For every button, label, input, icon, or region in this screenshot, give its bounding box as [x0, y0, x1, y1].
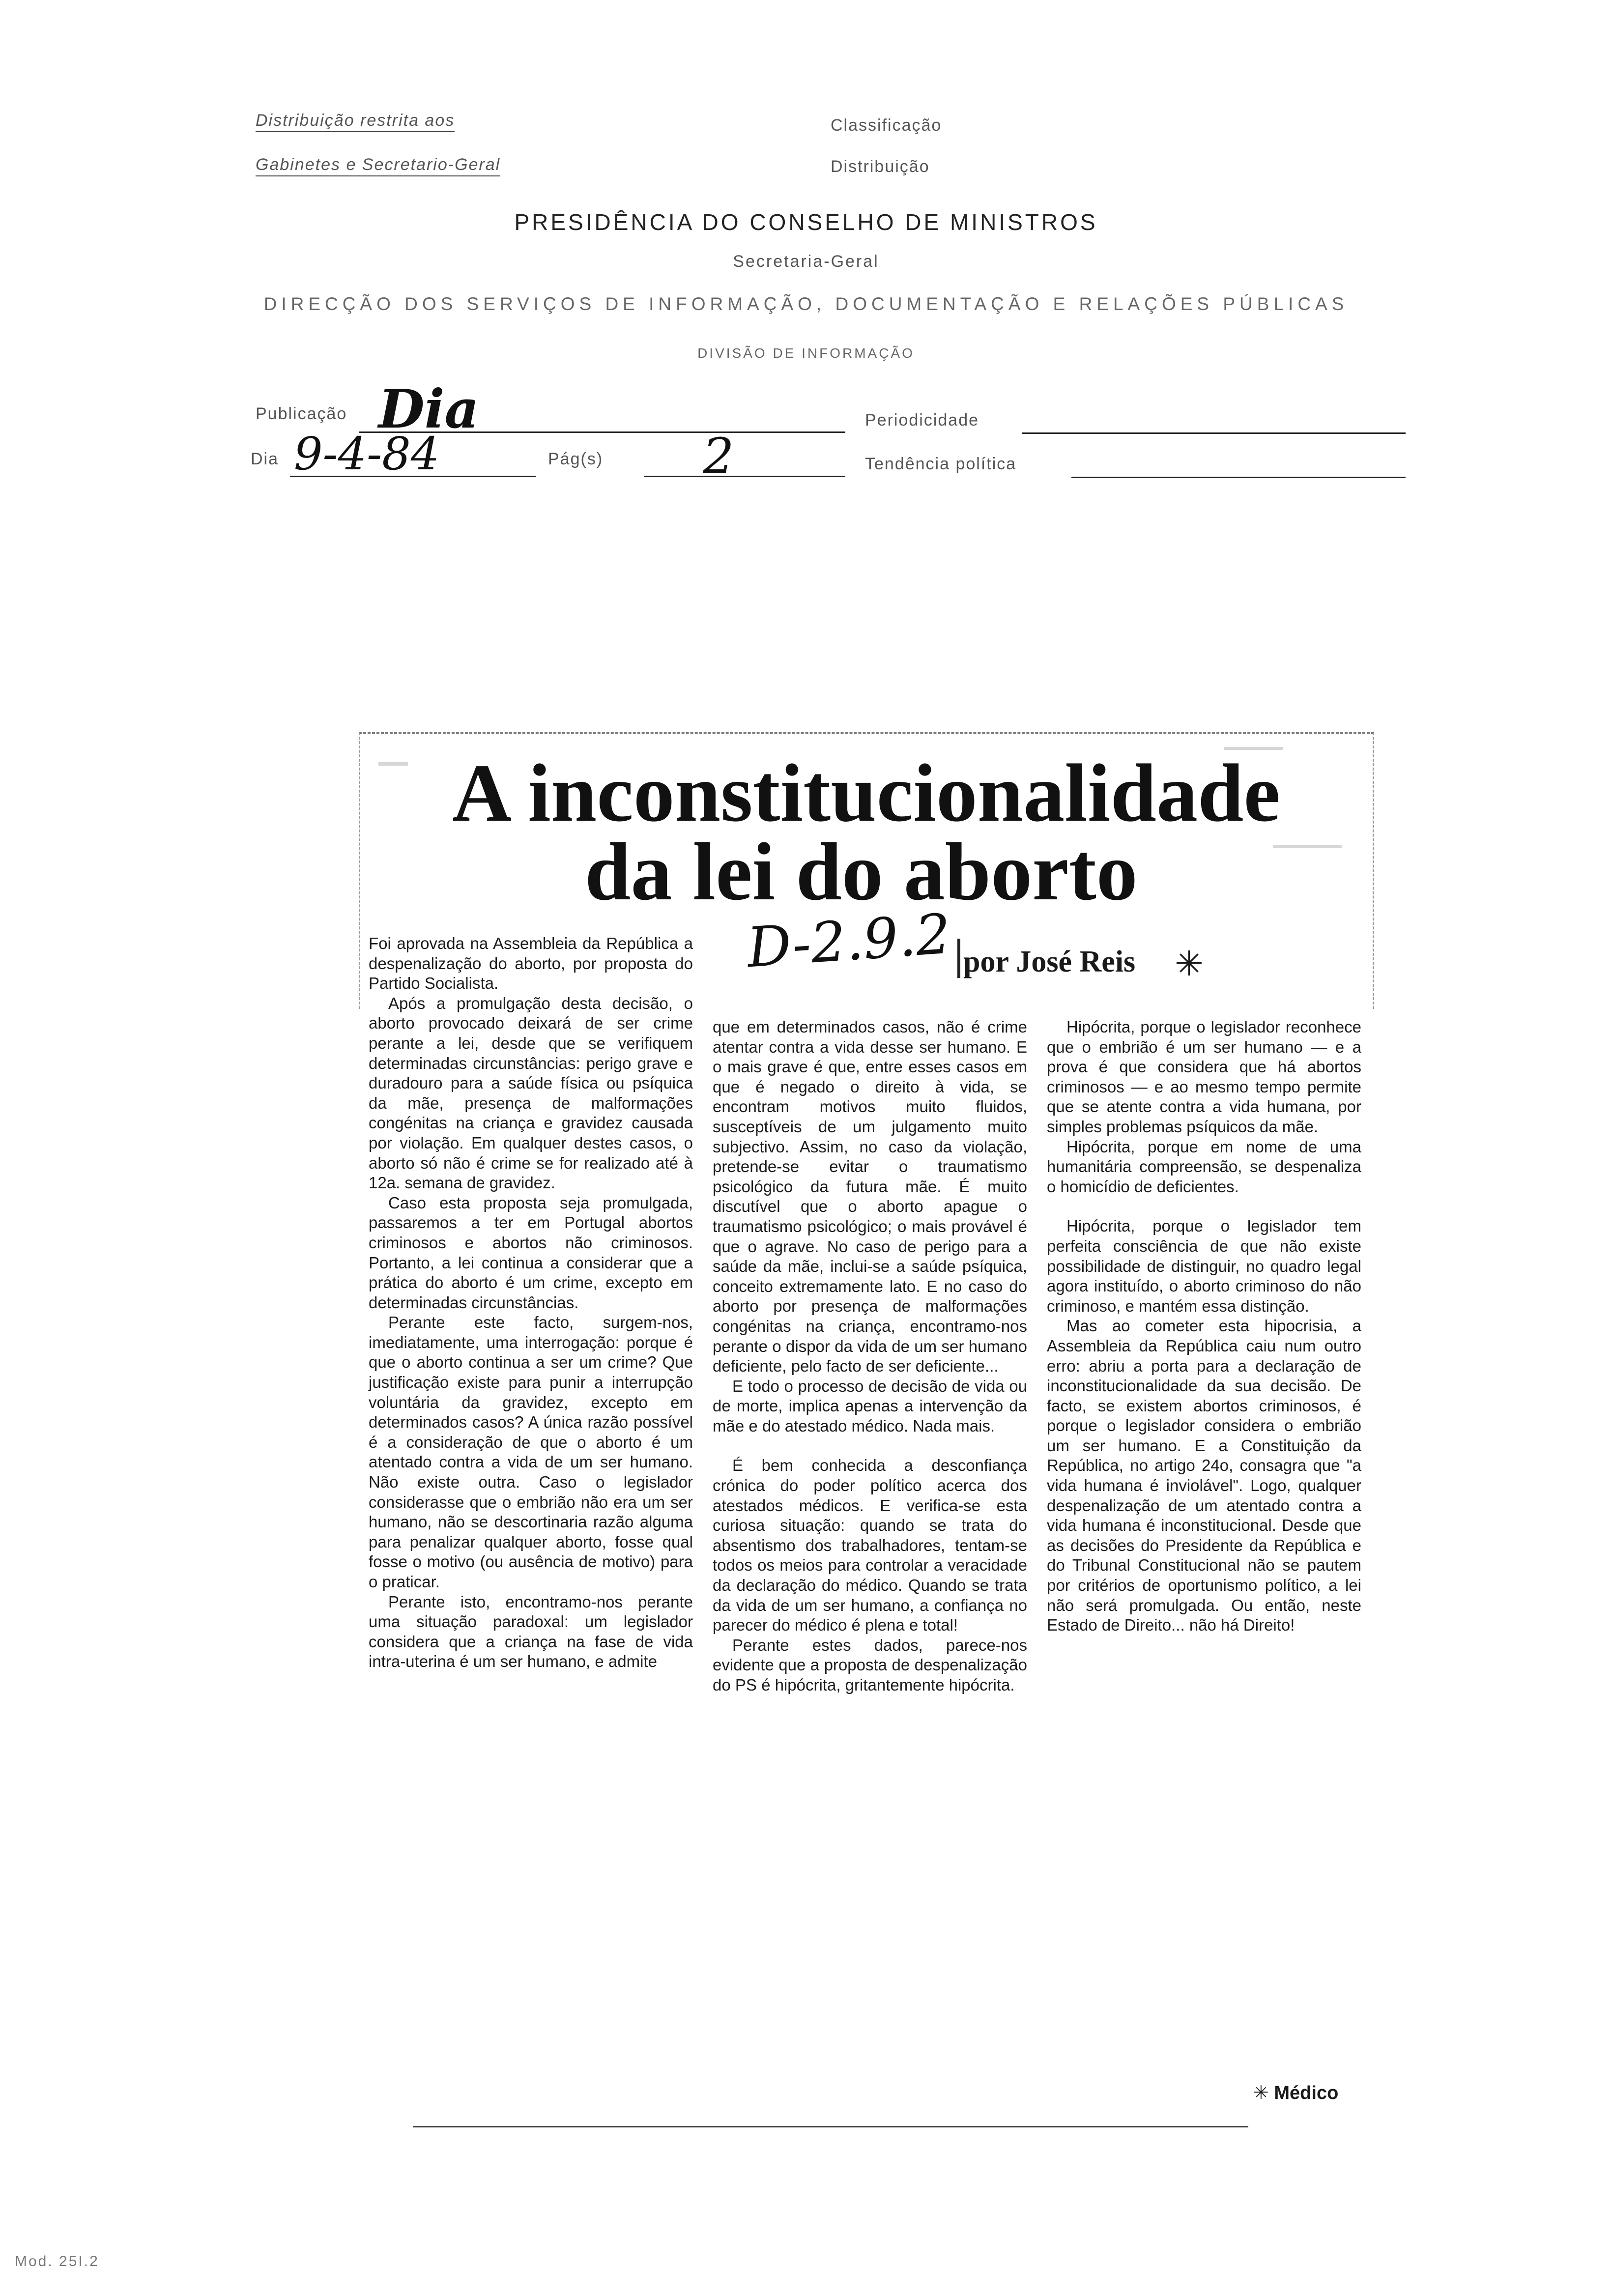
- day-field-line: [290, 476, 536, 477]
- article-byline: por José Reis: [963, 945, 1136, 978]
- periodicity-field-line: [1022, 432, 1406, 434]
- day-handwritten-value: 9-4-84: [294, 428, 440, 480]
- political-tendency-label: Tendência política: [865, 455, 1017, 473]
- distribution-label: Distribuição: [831, 157, 930, 176]
- clipping-bottom-rule: [413, 2126, 1248, 2127]
- publication-handwritten-value: Dia: [378, 378, 479, 440]
- paragraph: Caso esta proposta seja promulgada, passaremos a ter em Portugal abortos criminosos e abortos não criminosos. Portanto, a lei continua a considerar que a prática do aborto é um crime, excepto em determinadas circunstâncias.: [369, 1193, 693, 1312]
- print-speck: [378, 762, 408, 766]
- byline-separator: [957, 939, 960, 978]
- form-model-code: Mod. 25I.2: [15, 2253, 99, 2269]
- paragraph: Hipócrita, porque em nome de uma humanitária compreensão, se despenaliza o homicídio de deficientes.: [1047, 1137, 1361, 1196]
- distribution-note-line2: Gabinetes e Secretario-Geral: [256, 155, 500, 176]
- classification-label: Classificação: [831, 116, 942, 135]
- secretariat-subtitle: Secretaria-Geral: [733, 252, 879, 271]
- paragraph: Hipócrita, porque o legislador tem perfeita consciência de que não existe possibilidade de distinguir, no quadro legal agora instituído, o aborto criminoso do não criminoso, e mantém essa distinção.: [1047, 1217, 1361, 1315]
- paragraph: E todo o processo de decisão de vida ou de morte, implica apenas a intervenção da mãe e do atestado médico. Nada mais.: [713, 1377, 1027, 1435]
- distribution-note-line1: Distribuição restrita aos: [256, 111, 455, 132]
- pages-label: Pág(s): [548, 450, 604, 468]
- paragraph: Perante estes dados, parece-nos evidente que a proposta de despenalização do PS é hipócrita, gritantemente hipócrita.: [713, 1636, 1027, 1694]
- paragraph: Foi aprovada na Assembleia da República a despenalização do aborto, por proposta do Partido Socialista.: [369, 934, 693, 993]
- division-line: DIVISÃO DE INFORMAÇÃO: [697, 345, 915, 361]
- paragraph: Perante este facto, surgem-nos, imediatamente, uma interrogação: porque é que o aborto continua a ser um crime? Que justificação existe para punir a interrupção voluntária da gravidez, excepto em determinados casos? A única razão possível é a consideração de que o aborto é um atentado contra a vida de um ser humano. Não existe outra. Caso o legislador considerasse que o embrião não era um ser humano, não se descortinaria razão alguma para penalizar qualquer aborto, fosse qual fosse o motivo (ou ausência de motivo) para o praticar.: [369, 1313, 693, 1591]
- presidency-title: PRESIDÊNCIA DO CONSELHO DE MINISTROS: [514, 209, 1098, 235]
- periodicity-label: Periodicidade: [865, 411, 979, 430]
- publication-label: Publicação: [256, 404, 347, 423]
- handwritten-archive-note: D-2.9.2: [745, 902, 953, 980]
- byline-asterisk-icon: ✳: [1175, 945, 1204, 983]
- article-column-2: [713, 1017, 1027, 2118]
- article-title-line2: da lei do aborto: [585, 826, 1138, 918]
- author-signature: ✳ Médico: [1253, 2083, 1339, 2103]
- paragraph: É bem conhecida a desconfiança crónica do poder político acerca dos atestados médicos. E verifica-se esta curiosa situação: quando se trata do absentismo dos trabalhadores, tentam-se todos os meios para controlar a veracidade da declaração do médico. Quando se trata da vida de um ser humano, a confiança no parecer do médico é plena e total!: [713, 1456, 1027, 1635]
- article-column-3: [1047, 1017, 1361, 2079]
- newspaper-clipping: [339, 732, 1386, 2143]
- pages-field-line: [644, 476, 845, 477]
- paragraph: Após a promulgação desta decisão, o aborto provocado deixará de ser crime perante a lei, desde que se verifiquem determinadas circunstâncias: perigo grave e duradouro para a saúde física ou psíquica da mãe, presença de malformações congénitas na criança e gravidez causada por violação. Em qualquer destes casos, o aborto só não é crime se for realizado até à 12a. semana de gravidez.: [369, 994, 693, 1192]
- article-title-line1: A inconstitucionalidade: [452, 747, 1281, 839]
- political-tendency-field-line: [1071, 477, 1406, 478]
- day-label: Dia: [251, 450, 279, 468]
- print-speck: [1273, 845, 1342, 848]
- paragraph: Hipócrita, porque o legislador reconhece que o embrião é um ser humano — e a prova é que considera que há abortos criminosos — e ao mesmo tempo permite que se atente contra a vida humana, por simples problemas psíquicos da mãe.: [1047, 1018, 1361, 1136]
- paragraph: Perante isto, encontramo-nos perante uma situação paradoxal: um legislador considera que a criança na fase de vida intra-uterina é um ser humano, e admite: [369, 1592, 693, 1671]
- article-column-1: [369, 934, 693, 2118]
- paragraph: que em determinados casos, não é crime atentar contra a vida desse ser humano. E o mais grave é que, entre esses casos em que é negado o direito à vida, se encontram motivos muito fluidos, susceptíveis de um julgamento muito subjectivo. Assim, no caso da violação, pretende-se evitar o traumatismo psicológico da futura mãe. É muito discutível que o aborto apague o traumatismo psicológico; o mais provável é que o agrave. No caso de perigo para a saúde da mãe, inclui-se a saúde psíquica, conceito extremamente lato. E no caso do aborto por presença de malformações congénitas na criança, encontramo-nos perante o dispor da vida de um ser humano deficiente, pelo facto de ser deficiente...: [713, 1018, 1027, 1376]
- pages-handwritten-value: 2: [703, 428, 734, 485]
- directorate-line: DIRECÇÃO DOS SERVIÇOS DE INFORMAÇÃO, DOCUMENTAÇÃO E RELAÇÕES PÚBLICAS: [263, 294, 1349, 314]
- paragraph: Mas ao cometer esta hipocrisia, a Assembleia da República caiu num outro erro: abriu a porta para a declaração de inconstitucionalidade da sua decisão. De facto, se existem abortos criminosos, é porque o legislador considera o embrião um ser humano. E a Constituição da República, no artigo 24o, consagra que "a vida humana é inviolável". Logo, qualquer despenalização de um atentado contra a vida humana é inconstitucional. Desde que as decisões do Presidente da República e do Tribunal Constitucional não se pautem por critérios de oportunismo político, a lei não será promulgada. Ou então, neste Estado de Direito... não há Direito!: [1047, 1317, 1361, 1635]
